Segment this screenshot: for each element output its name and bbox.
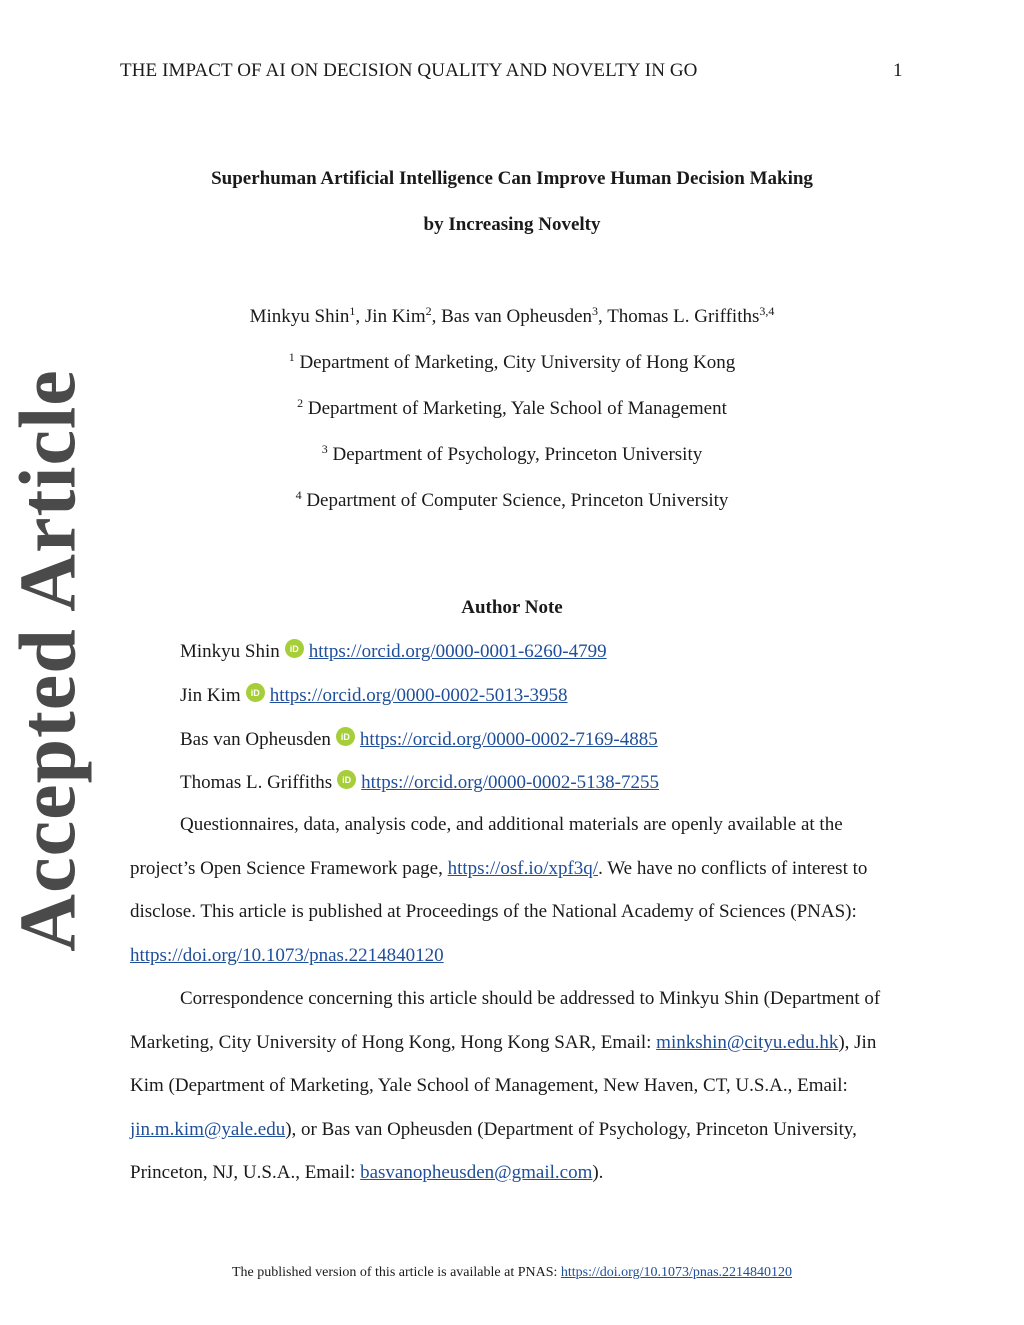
correspondence-text: ), or Bas van Opheusden (Department of Psychology, Princeton University,	[285, 1119, 857, 1140]
orcid-link[interactable]: https://orcid.org/0000-0001-6260-4799	[308, 640, 607, 662]
author-sep: ,	[431, 306, 442, 327]
orcid-author-name: Bas van Opheusden	[180, 728, 331, 750]
correspondence-line-4	[130, 1119, 857, 1141]
author-affil-sup: 3,4	[759, 304, 775, 318]
materials-line-2	[130, 858, 867, 880]
orcid-author-name: Thomas L. Griffiths	[180, 771, 333, 793]
author-affil-sup: 1	[349, 304, 356, 318]
paper-title-line-1: Superhuman Artificial Intelligence Can Improve Human Decision Making	[211, 168, 813, 189]
osf-link[interactable]: https://osf.io/xpf3q/	[447, 858, 599, 879]
affiliation-number: 1	[288, 350, 295, 364]
affiliation-3	[0, 444, 1024, 466]
orcid-link[interactable]: https://orcid.org/0000-0002-5138-7255	[361, 771, 659, 793]
materials-line-3: disclose. This article is published at Proceedings of the National Academy of Sciences (PNAS):	[130, 901, 857, 922]
orcid-author-name: Minkyu Shin	[180, 640, 280, 662]
affiliation-text: Department of Psychology, Princeton University	[332, 444, 703, 465]
correspondence-line-2	[130, 1032, 876, 1054]
author-note-heading: Author Note	[461, 597, 563, 618]
correspondence-text: Marketing, City University of Hong Kong, Hong Kong SAR, Email:	[130, 1032, 657, 1053]
author-affil-sup: 2	[425, 304, 432, 318]
correspondence-line-1: Correspondence concerning this article should be addressed to Minkyu Shin (Department of	[180, 988, 881, 1009]
correspondence-line-3: Kim (Department of Marketing, Yale School of Management, New Haven, CT, U.S.A., Email:	[130, 1075, 848, 1096]
orcid-entry	[180, 727, 658, 752]
email-link-shin[interactable]: minkshin@cityu.edu.hk	[656, 1032, 839, 1053]
affiliation-text: Department of Marketing, Yale School of Management	[307, 398, 727, 419]
author-name: Jin Kim	[364, 306, 426, 327]
paper-title-line-2: by Increasing Novelty	[423, 214, 601, 235]
affiliation-number: 2	[297, 396, 304, 410]
correspondence-text: ), Jin	[838, 1032, 877, 1053]
materials-line-1: Questionnaires, data, analysis code, and additional materials are openly available at the	[180, 814, 843, 835]
correspondence-text: ).	[592, 1162, 604, 1183]
author-name: Minkyu Shin	[249, 306, 350, 327]
author-name: Thomas L. Griffiths	[607, 306, 760, 327]
doi-link[interactable]: https://doi.org/10.1073/pnas.2214840120	[130, 945, 444, 966]
affiliation-number: 4	[295, 488, 302, 502]
correspondence-text: Princeton, NJ, U.S.A., Email:	[130, 1162, 361, 1183]
materials-line-4	[130, 945, 444, 967]
orcid-icon: iD	[285, 639, 304, 658]
footer-text: The published version of this article is available at PNAS:	[231, 1265, 561, 1280]
watermark-text: Accepted Article	[4, 368, 93, 952]
affiliation-text: Department of Marketing, City University of Hong Kong	[299, 352, 736, 373]
affiliation-4	[0, 490, 1024, 512]
email-link-van-opheusden[interactable]: basvanopheusden@gmail.com	[360, 1162, 593, 1183]
orcid-link[interactable]: https://orcid.org/0000-0002-5013-3958	[269, 684, 568, 706]
orcid-entry	[180, 683, 568, 708]
materials-text: . We have no conflicts of interest to	[598, 858, 868, 879]
author-sep: ,	[355, 306, 365, 327]
orcid-link[interactable]: https://orcid.org/0000-0002-7169-4885	[359, 728, 658, 750]
footer-doi-link[interactable]: https://doi.org/10.1073/pnas.2214840120	[560, 1265, 793, 1280]
email-link-kim[interactable]: jin.m.kim@yale.edu	[130, 1119, 286, 1140]
affiliation-2	[0, 398, 1024, 420]
page-number: 1	[893, 60, 903, 81]
orcid-icon: iD	[336, 727, 355, 746]
affiliation-number: 3	[321, 442, 328, 456]
orcid-icon: iD	[337, 770, 356, 789]
author-list	[0, 306, 1024, 328]
author-affil-sup: 3	[592, 304, 599, 318]
orcid-entry	[180, 770, 659, 795]
orcid-author-name: Jin Kim	[180, 684, 241, 706]
author-sep: ,	[598, 306, 608, 327]
running-head: THE IMPACT OF AI ON DECISION QUALITY AND NOVELTY IN GO	[120, 60, 698, 81]
correspondence-line-5	[130, 1162, 603, 1184]
affiliation-1	[0, 352, 1024, 374]
materials-text: project’s Open Science Framework page,	[130, 858, 448, 879]
author-name: Bas van Opheusden	[441, 306, 593, 327]
affiliation-text: Department of Computer Science, Princeton University	[306, 490, 729, 511]
publication-footer	[0, 1265, 1024, 1281]
orcid-icon: iD	[246, 683, 265, 702]
orcid-entry	[180, 639, 607, 664]
